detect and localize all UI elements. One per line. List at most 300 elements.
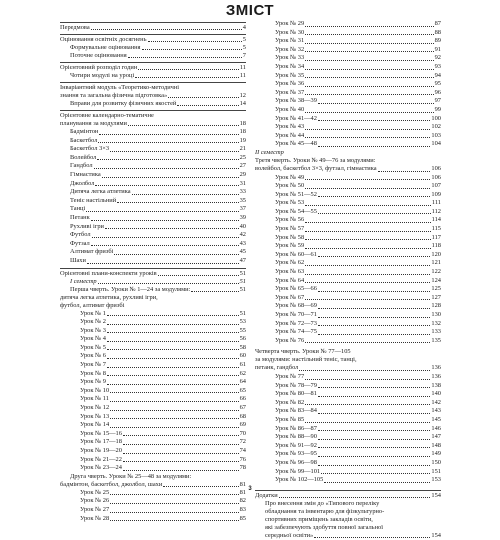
toc-entry-title: Четверта чверть. Уроки № 77—105 — [255, 348, 351, 356]
toc-entry — [255, 242, 441, 251]
toc-entry — [255, 89, 441, 98]
toc-entry — [60, 205, 246, 214]
toc-entry-title: які забезпечують здобуття повної загальної — [265, 523, 383, 531]
toc-entry-title: Урок № 40 — [275, 105, 305, 113]
toc-entry-title: Урок № 3 — [80, 326, 106, 334]
toc-entry-page: 5 — [242, 36, 246, 43]
toc-entry-title: Урок № 93—95 — [275, 450, 317, 458]
toc-entry — [60, 318, 246, 327]
toc-entry-title: Дитяча легка атлетика — [70, 188, 131, 196]
toc-entry-title: Урок № 65—66 — [275, 285, 317, 293]
toc-entry-title: Урок № 2 — [80, 318, 106, 326]
toc-entry-title: Передмова — [60, 24, 90, 31]
toc-entry — [60, 128, 246, 137]
toc-entry — [255, 390, 441, 399]
toc-entry-title: Урок № 15—16 — [80, 429, 122, 437]
toc-entry-title: Урок № 8 — [80, 369, 106, 377]
toc-entry-page: 99 — [434, 105, 441, 113]
toc-entry-title: Урок № 72—73 — [275, 319, 317, 327]
toc-entry — [60, 310, 246, 319]
toc-entry-title: Урок № 9 — [80, 378, 106, 386]
toc-entry — [255, 442, 441, 451]
toc-entry-title: Урок № 86—87 — [275, 424, 317, 432]
toc-entry-page: 74 — [239, 447, 246, 454]
toc-entry-title: Вправи для розвитку фізичних якостей — [70, 100, 177, 107]
toc-entry-page: 60 — [239, 352, 246, 360]
toc-entry-page: 93 — [434, 62, 441, 70]
toc-entry-page: 118 — [431, 242, 441, 250]
toc-entry-page: 78 — [239, 464, 246, 472]
toc-entry — [255, 328, 441, 337]
toc-entry — [255, 174, 441, 183]
toc-entry-page: 27 — [239, 162, 246, 170]
toc-entry — [255, 268, 441, 277]
toc-entry — [255, 468, 441, 477]
toc-entry — [60, 497, 246, 506]
toc-entry — [60, 335, 246, 344]
toc-section-lesson-plans — [60, 268, 246, 524]
toc-entry-page: 97 — [434, 97, 441, 105]
toc-entry-title: Урок № 23—24 — [80, 464, 122, 472]
toc-entry — [60, 421, 246, 430]
toc-entry-page: 138 — [431, 381, 441, 389]
toc-entry-title: Урок № 68—69 — [275, 302, 317, 310]
toc-entry-title: Урок № 96—98 — [275, 458, 317, 466]
toc-entry-title: Баскетбол — [70, 136, 98, 144]
toc-entry-title: Урок № 53 — [275, 199, 305, 207]
toc-entry-title: Про внесення змін до «Типового переліку — [265, 499, 380, 507]
toc-entry-title: Урок № 11 — [80, 395, 109, 403]
toc-entry-page: 11 — [239, 64, 246, 71]
toc-entry-page: 130 — [431, 311, 441, 318]
toc-entry-page: 143 — [431, 407, 441, 415]
toc-entry — [255, 337, 441, 346]
toc-entry-title: Урок № 10 — [80, 386, 110, 394]
toc-entry-page: 70 — [239, 429, 246, 437]
toc-entry — [255, 234, 441, 243]
lesson-list — [60, 310, 246, 473]
toc-entry-title: Урок № 12 — [80, 404, 110, 412]
toc-entry — [60, 145, 246, 154]
toc-entry — [255, 132, 441, 141]
toc-entry-title: знання та загальна фізична підготовка» — [60, 92, 168, 99]
toc-entry-page: 35 — [239, 196, 246, 204]
toc-entry — [60, 447, 246, 456]
toc-entry-title: Урок № 99—101 — [275, 467, 321, 475]
toc-entry-page: 87 — [434, 20, 441, 27]
toc-entry-page: 51 — [239, 277, 246, 285]
toc-entry-page: 37 — [239, 205, 246, 213]
toc-entry-title: петанк, гандбол — [255, 364, 299, 372]
toc-entry — [255, 80, 441, 89]
toc-entry-title: Урок № 54—55 — [275, 207, 317, 215]
toc-entry — [60, 197, 246, 206]
toc-entry — [255, 72, 441, 81]
toc-entry-page: 4 — [242, 24, 246, 31]
toc-entry-title: Урок № 77 — [275, 372, 305, 380]
toc-entry — [60, 257, 246, 266]
toc-entry-title: Урок № 17—18 — [80, 438, 122, 446]
toc-entry — [60, 137, 246, 146]
toc-entry-title: Урок № 45—48 — [275, 140, 317, 148]
toc-entry-page: 147 — [431, 433, 441, 441]
toc-section-hours — [60, 62, 246, 80]
toc-entry-title: Поточне оцінювання — [70, 52, 127, 59]
toc-entry-title: Урок № 35 — [275, 71, 305, 79]
toc-entry-title: Орієнтовні плани-конспекти уроків — [60, 269, 157, 277]
toc-entry — [255, 29, 441, 38]
toc-entry-title: Урок № 59 — [275, 242, 305, 250]
toc-entry-title: Урок № 91—92 — [275, 441, 317, 449]
toc-entry-page: 136 — [431, 372, 441, 380]
toc-entry — [60, 231, 246, 240]
toc-entry-title: Урок № 76 — [275, 336, 305, 344]
toc-entry-title: Урок № 21—22 — [80, 455, 122, 463]
toc-entry-page: 121 — [431, 259, 441, 267]
toc-entry-page: 91 — [434, 45, 441, 53]
toc-right-column — [255, 20, 441, 540]
toc-entry-title: Урок № 30 — [275, 28, 305, 36]
toc-entry — [255, 208, 441, 217]
toc-entry-page: 67 — [239, 404, 246, 412]
toc-entry-title: Урок № 28 — [80, 514, 110, 522]
toc-entry — [255, 450, 441, 459]
toc-entry-title: Урок № 33 — [275, 54, 305, 62]
toc-entry-page: 136 — [431, 364, 441, 372]
toc-entry-page: 133 — [431, 328, 441, 336]
toc-entry — [255, 311, 441, 320]
toc-entry-title: Урок № 25 — [80, 488, 110, 496]
toc-entry-title: Урок № 50 — [275, 182, 305, 190]
toc-entry — [255, 407, 441, 416]
toc-entry-page: 142 — [431, 398, 441, 406]
toc-entry-title: Футбол — [70, 231, 91, 239]
toc-entry-page: 51 — [239, 285, 246, 293]
toc-entry-title: Урок № 36 — [275, 80, 305, 88]
toc-entry-page: 106 — [431, 164, 441, 172]
toc-entry-title: Урок № 102—105 — [275, 476, 324, 484]
toc-entry-page: 64 — [239, 378, 246, 386]
toc-entry — [255, 320, 441, 329]
toc-entry-page: 65 — [239, 386, 246, 394]
toc-entry-title: Рухливі ігри — [70, 222, 104, 230]
toc-entry — [255, 476, 441, 485]
toc-entry-title: Орієнтовне календарно-тематичне — [60, 112, 154, 119]
toc-entry-title: спортивних приміщень закладів освіти, — [265, 515, 373, 523]
toc-entry-page: 83 — [239, 505, 246, 513]
toc-entry — [255, 182, 441, 191]
toc-entry-page: 128 — [431, 302, 441, 310]
toc-entry-title: Урок № 67 — [275, 293, 305, 301]
toc-entry-page: 149 — [431, 450, 441, 458]
toc-entry-page: 89 — [434, 37, 441, 45]
toc-entry-page: 115 — [431, 225, 441, 233]
toc-entry-title: І семестр — [70, 277, 97, 285]
toc-entry — [255, 251, 441, 260]
toc-entry-title: Оцінювання освітніх досягнень — [60, 36, 147, 43]
toc-entry-page: 102 — [431, 123, 441, 131]
lesson-list — [255, 174, 441, 346]
toc-entry-page: 45 — [239, 248, 246, 256]
toc-entry-title: обладнання та інвентарю для фізкультурно- — [265, 507, 385, 515]
toc-entry-page: 81 — [239, 480, 246, 488]
toc-entry-page: 39 — [239, 213, 246, 221]
toc-entry-page: 31 — [239, 179, 246, 187]
toc-entry-title: Третя чверть. Уроки № 49—76 за модулями: — [255, 156, 376, 164]
toc-entry-title: Урок № 63 — [275, 268, 305, 276]
toc-entry — [60, 240, 246, 249]
toc-entry — [60, 370, 246, 379]
toc-entry-page: 96 — [434, 88, 441, 96]
toc-entry-title: Урок № 5 — [80, 343, 106, 351]
toc-entry-page: 58 — [239, 343, 246, 351]
toc-entry-page: 51 — [239, 309, 246, 317]
toc-entry — [255, 399, 441, 408]
toc-entry-page: 42 — [239, 231, 246, 239]
toc-entry-title: Урок № 57 — [275, 225, 305, 233]
toc-entry-page: 81 — [239, 488, 246, 496]
toc-entry-page: 18 — [239, 128, 246, 135]
toc-entry — [255, 20, 441, 29]
toc-entry-page: 88 — [434, 28, 441, 36]
toc-entry-page: 122 — [431, 268, 441, 276]
toc-section-assessment — [60, 34, 246, 60]
toc-entry-title: Урок № 58 — [275, 233, 305, 241]
toc-entry-page: 103 — [431, 131, 441, 139]
toc-entry — [255, 373, 441, 382]
toc-entry-title: Урок № 32 — [275, 45, 305, 53]
toc-entry-page: 66 — [239, 395, 246, 403]
toc-entry-page: 106 — [431, 173, 441, 181]
toc-entry-page: 120 — [431, 250, 441, 258]
lesson-list — [255, 20, 441, 149]
toc-entry — [255, 433, 441, 442]
toc-entry-title: Урок № 74—75 — [275, 328, 317, 336]
toc-entry — [255, 123, 441, 132]
toc-entry-title: Урок № 88—90 — [275, 433, 317, 441]
toc-entry-title: Додатки — [255, 491, 278, 499]
toc-entry — [255, 294, 441, 303]
toc-entry — [255, 199, 441, 208]
toc-entry-title: Теніс настільний — [70, 196, 117, 204]
toc-entry-title: Урок № 6 — [80, 352, 106, 360]
toc-entry-title: Урок № 85 — [275, 415, 305, 423]
toc-entry — [60, 387, 246, 396]
toc-entry-title: Урок № 43 — [275, 123, 305, 131]
toc-entry-page: 68 — [239, 412, 246, 420]
toc-entry-page: 104 — [431, 140, 441, 148]
toc-entry — [60, 378, 246, 387]
toc-entry — [60, 404, 246, 413]
toc-entry-page: 40 — [239, 222, 246, 230]
page-number: 3 — [248, 486, 252, 492]
toc-entry-page: 47 — [239, 256, 246, 264]
toc-section-planning — [60, 110, 246, 266]
toc-entry-page: 124 — [431, 276, 441, 284]
toc-entry-title: Урок № 7 — [80, 361, 106, 369]
toc-entry-page: 33 — [239, 188, 246, 196]
toc-left-column — [60, 20, 246, 523]
toc-entry-title: Урок № 51—52 — [275, 190, 317, 198]
toc-entry-page: 18 — [239, 120, 246, 127]
toc-entry — [60, 430, 246, 439]
toc-entry — [255, 425, 441, 434]
toc-entry-page: 111 — [431, 199, 441, 207]
toc-entry — [255, 37, 441, 46]
toc-entry — [255, 259, 441, 268]
toc-entry — [60, 162, 246, 171]
toc-entry-title: Танці — [70, 205, 86, 213]
toc-entry-title: дитяча легка атлетика, рухливі ігри, — [60, 293, 158, 301]
toc-entry-page: 125 — [431, 285, 441, 293]
toc-entry-title: середньої освіти» — [265, 531, 314, 539]
toc-entry — [255, 97, 441, 106]
toc-entry-title: Урок № 34 — [275, 62, 305, 70]
toc-entry — [255, 115, 441, 124]
toc-entry-title: Урок № 64 — [275, 276, 305, 284]
toc-entry-page: 135 — [431, 336, 441, 344]
toc-entry — [255, 382, 441, 391]
toc-entry-title: Урок № 80—81 — [275, 390, 317, 398]
toc-entry-title: ІІ семестр — [255, 148, 284, 156]
toc-entry-page: 61 — [239, 361, 246, 369]
toc-entry-title: Урок № 27 — [80, 505, 110, 513]
toc-entry-page: 19 — [239, 136, 246, 144]
toc-entry-title: Волейбол — [70, 153, 97, 161]
toc-entry-page: 62 — [239, 369, 246, 377]
toc-entry — [60, 456, 246, 465]
toc-entry-title: Урок № 4 — [80, 335, 106, 343]
toc-entry-page: 148 — [431, 441, 441, 449]
toc-entry-title: Урок № 70—71 — [275, 311, 317, 318]
toc-entry-page: 51 — [239, 269, 246, 277]
toc-entry-page: 140 — [431, 390, 441, 398]
toc-entry-page: 25 — [239, 153, 246, 161]
toc-entry-title: волейбол, баскетбол 3×3, футзал, гімнастика — [255, 164, 377, 172]
toc-entry-title: Алтимат фризбі — [70, 248, 114, 256]
toc-entry-title: Урок № 62 — [275, 259, 305, 267]
toc-entry — [60, 327, 246, 336]
toc-entry-page: 151 — [431, 467, 441, 475]
toc-entry-title: Гімнастика — [70, 170, 101, 178]
toc-entry-title: Урок № 14 — [80, 421, 110, 429]
toc-entry — [255, 285, 441, 294]
toc-entry-title: за модулями: настільний теніс, танці, — [255, 356, 357, 364]
toc-entry-page: 29 — [239, 170, 246, 178]
toc-entry-page: 21 — [239, 145, 246, 153]
toc-entry-title: Орієнтовний розподіл годин — [60, 64, 138, 71]
toc-entry-title: Урок № 41—42 — [275, 114, 317, 122]
toc-entry-page: 11 — [239, 72, 246, 79]
toc-entry-page: 146 — [431, 424, 441, 432]
toc-entry-title: Урок № 29 — [275, 20, 305, 27]
toc-entry-title: Перша чверть. Уроки № 1—24 за модулями: — [70, 285, 191, 293]
toc-entry-page: 132 — [431, 319, 441, 327]
toc-entry — [60, 515, 246, 524]
toc-entry-page: 55 — [239, 326, 246, 334]
toc-entry — [60, 188, 246, 197]
toc-section-appendices — [255, 490, 441, 540]
toc-entry — [255, 416, 441, 425]
toc-entry-page: 76 — [239, 455, 246, 463]
toc-entry-page: 5 — [242, 44, 246, 51]
toc-entry-page: 43 — [239, 239, 246, 247]
toc-entry-page: 56 — [239, 335, 246, 343]
toc-entry-page: 92 — [434, 54, 441, 62]
toc-entry-title: Урок № 13 — [80, 412, 110, 420]
toc-entry — [60, 248, 246, 257]
toc-entry-title: планування за модулями — [60, 120, 127, 127]
toc-entry-title: Формувальне оцінювання — [70, 44, 141, 51]
toc-entry-page: 117 — [431, 233, 441, 241]
toc-entry-page: 94 — [434, 71, 441, 79]
toc-entry-title: Урок № 49 — [275, 173, 305, 181]
toc-entry — [255, 459, 441, 468]
toc-entry — [60, 214, 246, 223]
toc-entry-title: Урок № 1 — [80, 309, 106, 317]
toc-entry-title: Баскетбол 3×3 — [70, 145, 110, 153]
toc-entry-title: Урок № 19—20 — [80, 447, 122, 454]
toc-entry-title: Інваріантний модуль «Теоретико-методичні — [60, 84, 180, 91]
toc-entry-page: 150 — [431, 458, 441, 466]
page-title: ЗМІСТ — [225, 2, 275, 19]
toc-entry-title: Урок № 82 — [275, 398, 305, 406]
toc-entry-title: Урок № 31 — [275, 37, 305, 45]
toc-entry-page: 107 — [431, 182, 441, 190]
toc-entry-title: Урок № 56 — [275, 216, 305, 224]
toc-entry-title: Футзал — [70, 239, 90, 247]
toc-entry — [60, 223, 246, 232]
toc-section-invariant — [60, 82, 246, 108]
toc-entry-title: Чотири модулі на уроці — [70, 72, 135, 79]
toc-entry-title: Гандбол — [70, 162, 93, 170]
toc-entry-page: 153 — [431, 476, 441, 484]
toc-entry-title: Урок № 38—39 — [275, 97, 317, 105]
toc-entry-page: 53 — [239, 318, 246, 326]
toc-entry-page: 109 — [431, 190, 441, 198]
toc-entry-title: Урок № 44 — [275, 131, 305, 139]
toc-entry-page: 154 — [431, 491, 441, 499]
toc-entry-page: 14 — [239, 100, 246, 107]
toc-section-preface — [60, 22, 246, 32]
toc-entry-title: Джолбол — [70, 179, 95, 187]
toc-entry — [255, 277, 441, 286]
toc-entry-page: 112 — [431, 207, 441, 215]
toc-entry — [60, 464, 246, 473]
toc-entry — [60, 361, 246, 370]
toc-entry-title: Урок № 60—61 — [275, 250, 317, 258]
toc-entry-page: 127 — [431, 293, 441, 301]
toc-entry — [60, 352, 246, 361]
toc-entry-title: Урок № 26 — [80, 497, 110, 505]
toc-entry-page: 85 — [239, 514, 246, 522]
toc-entry — [255, 63, 441, 72]
toc-entry — [60, 438, 246, 447]
toc-entry-page: 154 — [431, 531, 441, 539]
toc-entry — [60, 154, 246, 163]
toc-entry — [255, 106, 441, 115]
toc-entry-page: 7 — [242, 52, 246, 59]
module-list — [60, 128, 246, 266]
toc-entry-page: 82 — [239, 497, 246, 505]
toc-entry-title: бадмінтон, баскетбол, джолбол, шахи — [60, 480, 163, 488]
lesson-list — [255, 373, 441, 485]
toc-entry-page: 114 — [431, 216, 441, 224]
toc-entry-title: Урок № 37 — [275, 88, 305, 96]
toc-entry — [255, 216, 441, 225]
toc-entry — [60, 171, 246, 180]
toc-entry — [255, 54, 441, 63]
